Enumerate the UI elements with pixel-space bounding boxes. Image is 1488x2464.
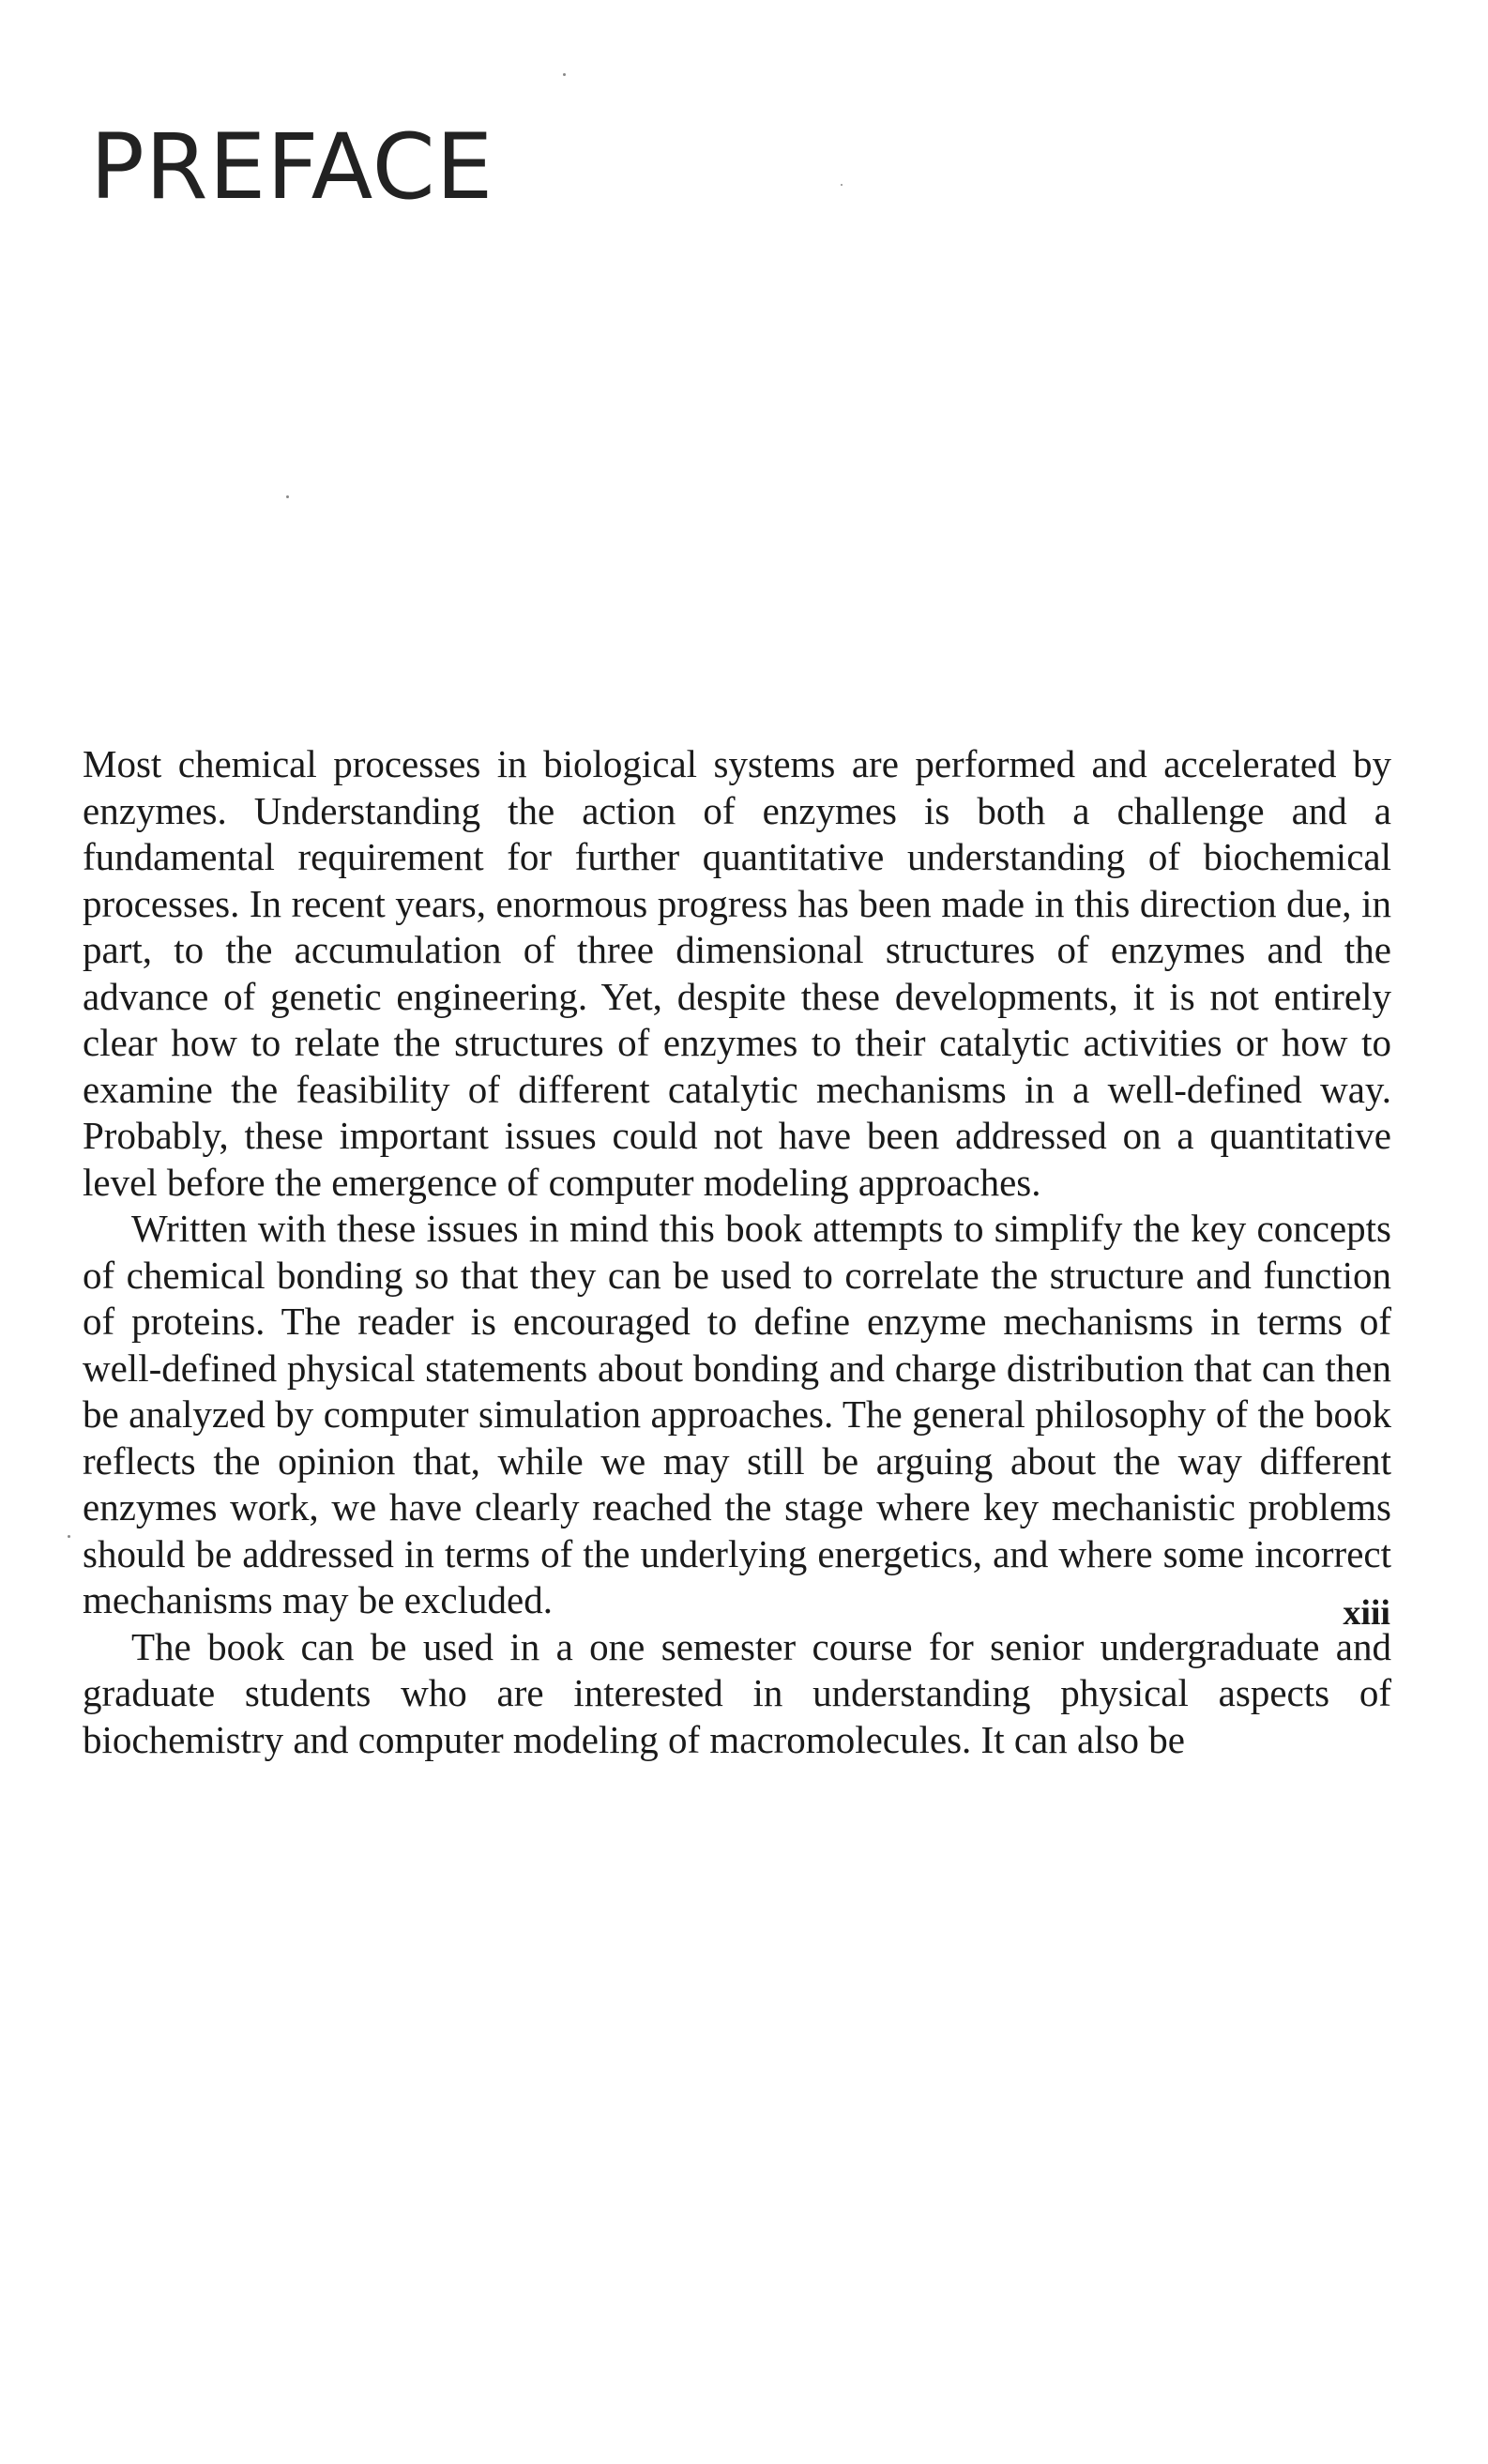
scan-speck xyxy=(286,495,289,498)
page-title: PREFACE xyxy=(90,114,494,220)
paragraph-3: The book can be used in a one semester course for senior undergraduate and graduate students who are interested in understanding physical aspects of biochemistry and computer modeling of macromolecules. It can also be xyxy=(83,1624,1391,1761)
paragraph-1: Most chemical processes in biological systems are performed and accelerated by enzymes. Understanding the action of enzymes is both a challenge and a fundamental requirement for further quantitative understanding of biochemical processes. In recent years, enormous progress has been made in this direction due, in part, to the accumulation of three dimensional structures of enzymes and the advance of genetic engineering. Yet, despite these developments, it is not entirely clear how to relate the structures of enzymes to their catalytic activities or how to examine the feasibility of different catalytic mechanisms in a well-defined way. Probably, these important issues could not have been addressed on a quantitative level before the emergence of computer modeling approaches. xyxy=(83,742,1391,1204)
preface-body xyxy=(83,741,1391,1763)
scan-speck xyxy=(841,184,843,186)
scan-speck xyxy=(563,73,566,76)
scan-speck xyxy=(68,1535,70,1538)
page-number: xiii xyxy=(1343,1593,1390,1633)
paragraph-2: Written with these issues in mind this book attempts to simplify the key concepts of chemical bonding so that they can be used to correlate the structure and function of proteins. The reader is encouraged to define enzyme mechanisms in terms of well-defined physical statements about bonding and charge distribution that can then be analyzed by computer simulation approaches. The general philosophy of the book reflects the opinion that, while we may still be arguing about the way different enzymes work, we have clearly reached the stage where key mechanistic problems should be addressed in terms of the underlying energetics, and where some incorrect mechanisms may be excluded. xyxy=(83,1207,1391,1621)
